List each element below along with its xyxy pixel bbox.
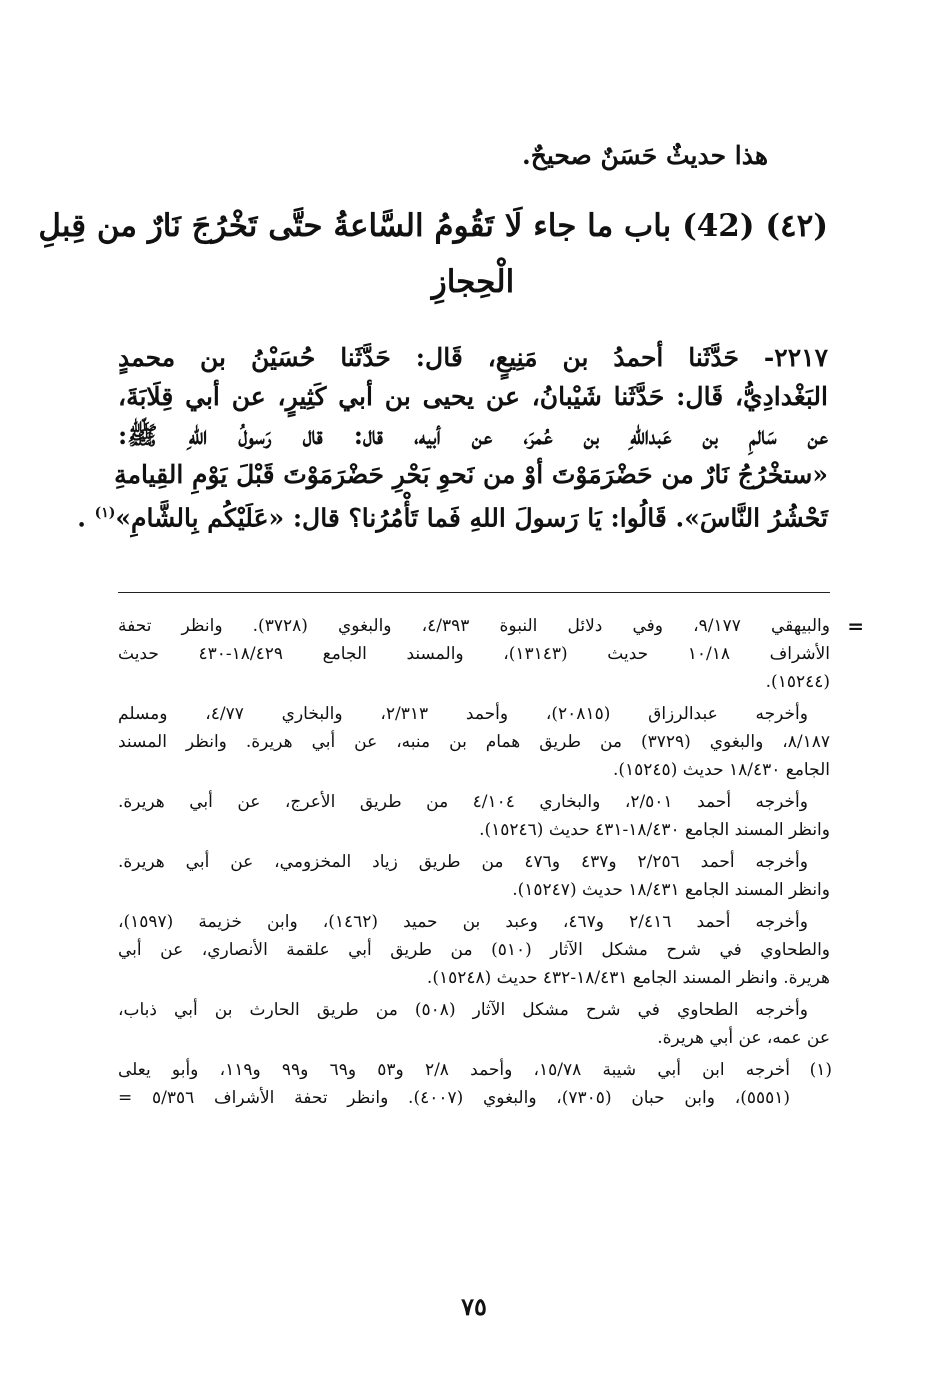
hadith-line-last: [77, 494, 828, 537]
hadith-end: .: [77, 503, 95, 533]
footnote-paragraph: [118, 908, 830, 992]
footnote-line: (١٥٢٤٤).: [765, 672, 830, 692]
hadith-line: البَغْدادِيُّ، قَال: حَدَّثَنا شَيْبانُ، عن يحيى بن أبي كَثِيرٍ، عن أبي قِلَابَةَ،: [118, 382, 828, 411]
footnote-line: والطحاوي في شرح مشكل الآثار (٥١٠) من طريق أبي علقمة الأنصاري، عن أبي: [118, 940, 830, 960]
footnote-paragraph: [118, 788, 830, 844]
page-number: ٧٥: [461, 1292, 487, 1321]
footnote-line: وأخرجه أحمد ٢/٤١٦ و٤٦٧، وعبد بن حميد (١٤٦٢)، وابن خزيمة (١٥٩٧)،: [118, 912, 808, 932]
chapter-heading-line-2: الْحِجازِ: [431, 264, 515, 300]
chapter-heading: [38, 198, 828, 310]
footnote-line: هريرة. وانظر المسند الجامع ١٨/٤٣١-٤٣٢ حديث (١٥٢٤٨).: [426, 968, 830, 988]
chapter-heading-line-1: (٤٢) (42) باب ما جاء لَا تَقُومُ السَّاعةُ حتَّى تَخْرُجَ نَارٌ من قِبلِ: [38, 208, 828, 244]
footnote-continuation: [118, 612, 864, 696]
hadith-line: ٢٢١٧- حَدَّثَنا أحمدُ بن مَنِيعٍ، قَال: حَدَّثَنا حُسَيْنُ بن محمدٍ: [118, 343, 828, 372]
footnote-paragraph: [118, 848, 830, 904]
footnote-line: الجامع ١٨/٤٣٠ حديث (١٥٢٤٥).: [612, 760, 830, 780]
footnotes: [118, 612, 864, 1116]
footnote-line: والبيهقي ٩/١٧٧، وفي دلائل النبوة ٤/٣٩٣، والبغوي (٣٧٢٨). وانظر تحفة: [118, 616, 830, 636]
footnote-number: (١): [809, 1060, 832, 1080]
footnote-line: ٨/١٨٧، والبغوي (٣٧٢٩) من طريق همام بن منبه، عن أبي هريرة. وانظر المسند: [118, 732, 830, 752]
hadith-text: [77, 338, 828, 537]
footnote-line: (٥٥٥١)، وابن حبان (٧٣٠٥)، والبغوي (٤٠٠٧). وانظر تحفة الأشراف ٥/٣٥٦ =: [118, 1088, 791, 1108]
footnote-line: وانظر المسند الجامع ١٨/٤٣١ حديث (١٥٢٤٧).: [512, 880, 830, 900]
footnote-line: الأشراف ١٠/١٨ حديث (١٣١٤٣)، والمسند الجامع ١٨/٤٢٩-٤٣٠ حديث: [118, 644, 831, 664]
continuation-mark: =: [847, 614, 864, 638]
footnote-line: وأخرجه أحمد ٢/٢٥٦ و٤٣٧ و٤٧٦ من طريق زياد المخزومي، عن أبي هريرة.: [118, 852, 808, 872]
footnote-1: [118, 1056, 830, 1112]
footnote-line: أخرجه ابن أبي شيبة ١٥/٧٨، وأحمد ٢/٨ و٥٣ و٦٩ و٩٩ و١١٩، وأبو يعلى: [118, 1060, 790, 1080]
footnote-reference[interactable]: (١): [94, 505, 116, 521]
intro-line: هذا حديثٌ حَسَنٌ صحيحٌ.: [522, 141, 768, 170]
hadith-line: تَحْشُرُ النَّاسَ». قَالُوا: يَا رَسولَ اللهِ فَما تَأْمُرُنا؟ قال: «عَلَيْكُم بِالشَّامِ»: [115, 503, 828, 533]
footnote-line: وانظر المسند الجامع ١٨/٤٣٠-٤٣١ حديث (١٥٢٤٦).: [479, 820, 830, 840]
footnote-line: عن عمه، عن أبي هريرة.: [657, 1028, 830, 1048]
hadith-line: عن سَالمِ بن عَبداللهِ بن عُمرَ، عن أبيه، قال: قال رَسولُ اللهِ ﷺ:: [118, 421, 828, 450]
footnote-paragraph: [118, 996, 830, 1052]
footnote-divider: [118, 592, 830, 593]
footnote-paragraph: [118, 700, 830, 784]
hadith-line: «ستخْرُجُ نَارٌ من حَضْرَمَوْتَ أوْ من نَحوِ بَحْرِ حَضْرَمَوْتَ قَبْلَ يَوْمِ القِيامةِ: [114, 460, 828, 489]
footnote-line: وأخرجه الطحاوي في شرح مشكل الآثار (٥٠٨) من طريق الحارث بن أبي ذباب،: [118, 1000, 808, 1020]
footnote-line: وأخرجه أحمد ٢/٥٠١، والبخاري ٤/١٠٤ من طريق الأعرج، عن أبي هريرة.: [118, 792, 808, 812]
footnote-line: وأخرجه عبدالرزاق (٢٠٨١٥)، وأحمد ٢/٣١٣، والبخاري ٤/٧٧، ومسلم: [118, 704, 808, 724]
